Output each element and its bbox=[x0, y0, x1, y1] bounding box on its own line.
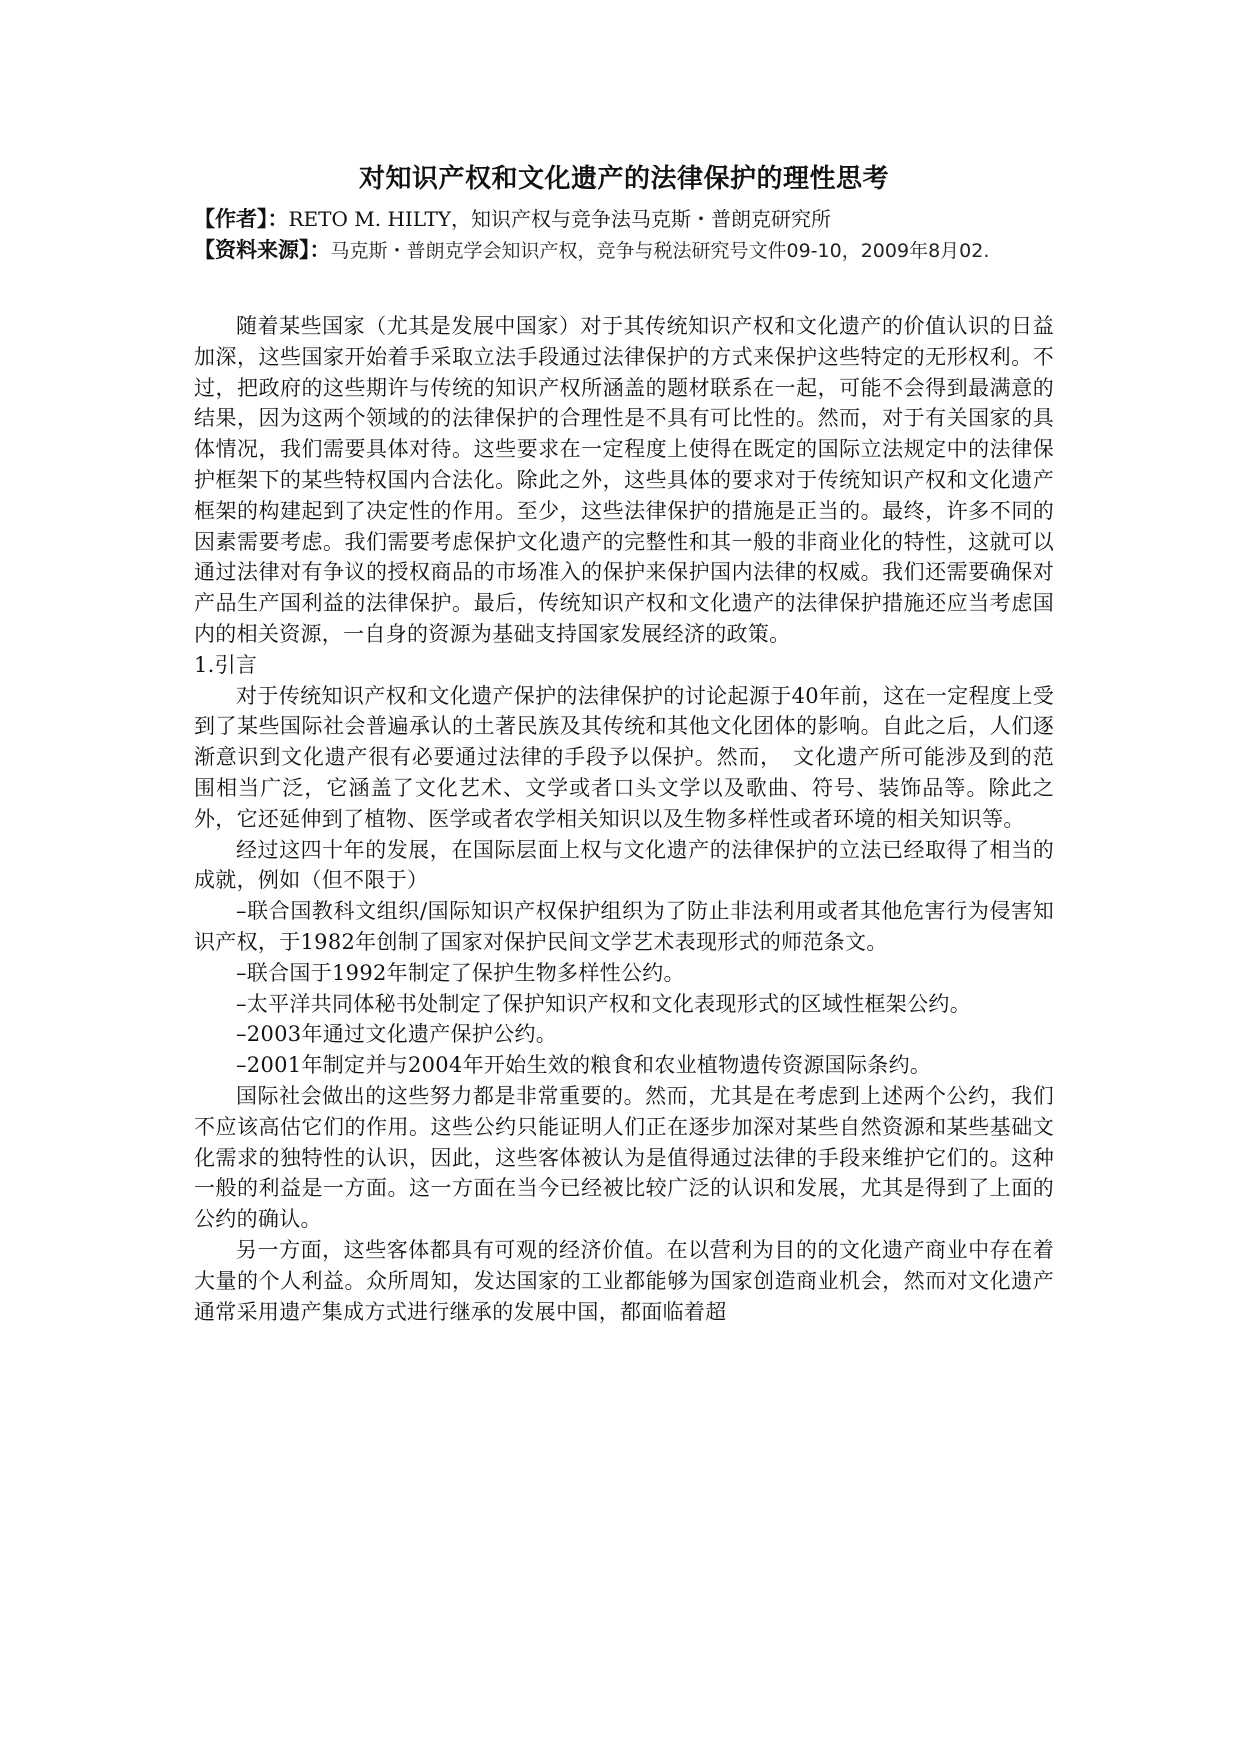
document-title: 对知识产权和文化遗产的法律保护的理性思考 bbox=[358, 164, 889, 194]
paragraph: 国际社会做出的这些努力都是非常重要的。然而，尤其是在考虑到上述两个公约，我们不应该高估它们的作用。这些公约只能证明人们正在逐步加深对某些自然资源和某些基础文化需求的独特性的认识，因此，这些客体被认为是值得通过法律的手段来维护它们的。这种一般的利益是一方面。这一方面在当今已经被比较广泛的认识和发展，尤其是得到了上面的公约的确认。 bbox=[194, 1083, 1054, 1232]
list-item: –联合国于1992年制定了保护生物多样性公约。 bbox=[236, 960, 685, 985]
paragraph: 另一方面，这些客体都具有可观的经济价值。在以营利为目的的文化遗产商业中存在着大量的个人利益。众所周知，发达国家的工业都能够为国家创造商业机会，然而对文化遗产通常采用遗产集成方式进行继承的发展中国，都面临着超 bbox=[194, 1237, 1054, 1324]
paragraph: 对于传统知识产权和文化遗产保护的法律保护的讨论起源于40年前，这在一定程度上受到了某些国际社会普遍承认的土著民族及其传统和其他文化团体的影响。自此之后，人们逐渐意识到文化遗产很有必要通过法律的手段予以保护。然而， 文化遗产所可能涉及到的范围相当广泛，它涵盖了文化艺术、文学或者口头文学以及歌曲、符号、装饰品等。除此之外，它还延伸到了植物、医学或者农学相关知识以及生物多样性或者环境的相关知识等。 bbox=[194, 683, 1054, 831]
source-line bbox=[194, 235, 1054, 267]
section-heading-introduction: 1.引言 bbox=[194, 652, 258, 677]
document-body bbox=[194, 311, 1054, 1327]
paragraph: 经过这四十年的发展，在国际层面上权与文化遗产的法律保护的立法已经取得了相当的成就，例如（但不限于） bbox=[194, 837, 1054, 893]
list-item: –2001年制定并与2004年开始生效的粮食和农业植物遗传资源国际条约。 bbox=[236, 1053, 932, 1078]
paragraph-abstract: 随着某些国家（尤其是发展中国家）对于其传统知识产权和文化遗产的价值认识的日益加深，这些国家开始着手采取立法手段通过法律保护的方式来保护这些特定的无形权利。不过，把政府的这些期许与传统的知识产权所涵盖的题材联系在一起，可能不会得到最满意的结果，因为这两个领域的的法律保护的合理性是不具有可比性的。然而，对于有关国家的具体情况，我们需要具体对待。这些要求在一定程度上使得在既定的国际立法规定中的法律保护框架下的某些特权国内合法化。除此之外，这些具体的要求对于传统知识产权和文化遗产框架的构建起到了决定性的作用。至少，这些法律保护的措施是正当的。最终，许多不同的因素需要考虑。我们需要考虑保护文化遗产的完整性和其一般的非商业化的特性，这就可以通过法律对有争议的授权商品的市场准入的保护来保护国内法律的权威。我们还需要确保对产品生产国利益的法律保护。最后，传统知识产权和文化遗产的法律保护措施还应当考虑国内的相关资源，一自身的资源为基础支持国家发展经济的政策。 bbox=[194, 314, 1054, 646]
author-value: RETO M. HILTY，知识产权与竞争法马克斯・普朗克研究所 bbox=[288, 207, 831, 231]
list-item: –联合国教科文组织/国际知识产权保护组织为了防止非法利用或者其他危害行为侵害知识产权，于1982年创制了国家对保护民间文学艺术表现形式的师范条文。 bbox=[194, 899, 1054, 954]
list-item: –太平洋共同体秘书处制定了保护知识产权和文化表现形式的区域性框架公约。 bbox=[236, 991, 971, 1016]
author-line bbox=[194, 204, 1054, 235]
author-label: 【作者】： bbox=[194, 207, 289, 231]
spacer bbox=[194, 267, 1054, 311]
document-page bbox=[194, 160, 1054, 1327]
list-item: –2003年通过文化遗产保护公约。 bbox=[236, 1022, 558, 1047]
source-value: 马克斯・普朗克学会知识产权，竞争与税法研究号文件09-10，2009年8月02. bbox=[330, 240, 990, 262]
source-label: 【资料来源】： bbox=[194, 238, 331, 262]
